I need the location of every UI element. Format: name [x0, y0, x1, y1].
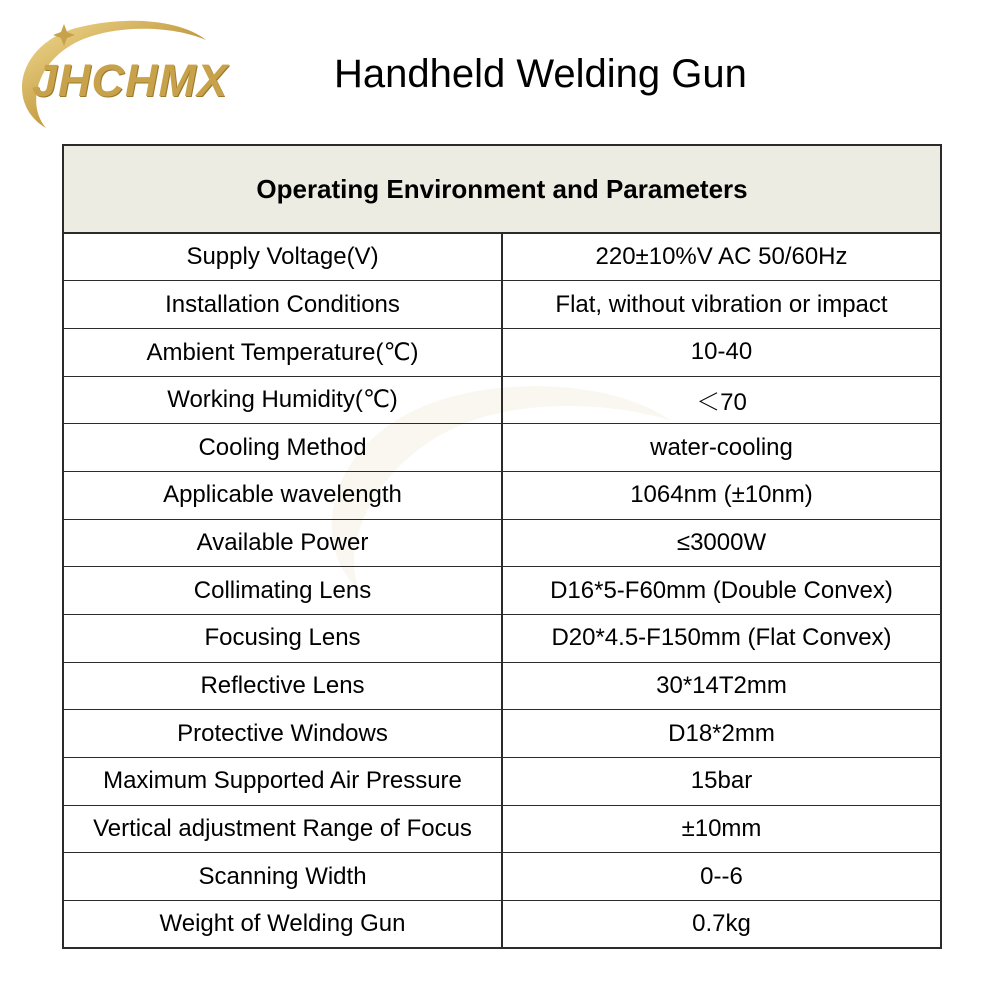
param-name-cell: Supply Voltage(V): [63, 233, 502, 281]
param-name-cell: Working Humidity(℃): [63, 376, 502, 424]
param-value-cell: D20*4.5-F150mm (Flat Convex): [502, 615, 941, 663]
param-name-cell: Vertical adjustment Range of Focus: [63, 805, 502, 853]
logo-text: JHCHMX: [32, 55, 229, 106]
param-name-cell: Weight of Welding Gun: [63, 901, 502, 949]
param-value-cell: 15bar: [502, 758, 941, 806]
param-name-cell: Applicable wavelength: [63, 471, 502, 519]
param-name-cell: Available Power: [63, 519, 502, 567]
table-row: [63, 376, 941, 424]
table-body: [63, 233, 941, 948]
param-value-cell: D16*5-F60mm (Double Convex): [502, 567, 941, 615]
param-value-cell: 30*14T2mm: [502, 662, 941, 710]
spec-table: [62, 144, 942, 949]
brand-logo: [6, 10, 276, 140]
param-name-cell: Collimating Lens: [63, 567, 502, 615]
param-value-cell: ≤3000W: [502, 519, 941, 567]
param-value-cell: 220±10%V AC 50/60Hz: [502, 233, 941, 281]
table-row: [63, 853, 941, 901]
param-name-cell: Focusing Lens: [63, 615, 502, 663]
table-row: [63, 233, 941, 281]
table-row: [63, 662, 941, 710]
param-value-cell: 0.7kg: [502, 901, 941, 949]
table-header-row: [63, 145, 941, 233]
param-name-cell: Ambient Temperature(℃): [63, 328, 502, 376]
table-header: Operating Environment and Parameters: [63, 145, 941, 233]
param-value-cell: ＜70: [502, 376, 941, 424]
param-value-cell: 0--6: [502, 853, 941, 901]
table-row: [63, 710, 941, 758]
param-value-cell: 1064nm (±10nm): [502, 471, 941, 519]
param-name-cell: Installation Conditions: [63, 281, 502, 329]
param-name-cell: Protective Windows: [63, 710, 502, 758]
table-row: [63, 901, 941, 949]
param-name-cell: Scanning Width: [63, 853, 502, 901]
table-row: [63, 471, 941, 519]
table-row: [63, 281, 941, 329]
param-name-cell: Cooling Method: [63, 424, 502, 472]
param-name-cell: Reflective Lens: [63, 662, 502, 710]
table-row: [63, 328, 941, 376]
table-row: [63, 615, 941, 663]
param-value-cell: Flat, without vibration or impact: [502, 281, 941, 329]
table-row: [63, 758, 941, 806]
param-name-cell: Maximum Supported Air Pressure: [63, 758, 502, 806]
table-row: [63, 805, 941, 853]
param-value-cell: ±10mm: [502, 805, 941, 853]
param-value-cell: D18*2mm: [502, 710, 941, 758]
param-value-cell: 10-40: [502, 328, 941, 376]
param-value-cell: water-cooling: [502, 424, 941, 472]
table-row: [63, 567, 941, 615]
page-title: Handheld Welding Gun: [334, 52, 747, 96]
table-row: [63, 424, 941, 472]
table-row: [63, 519, 941, 567]
